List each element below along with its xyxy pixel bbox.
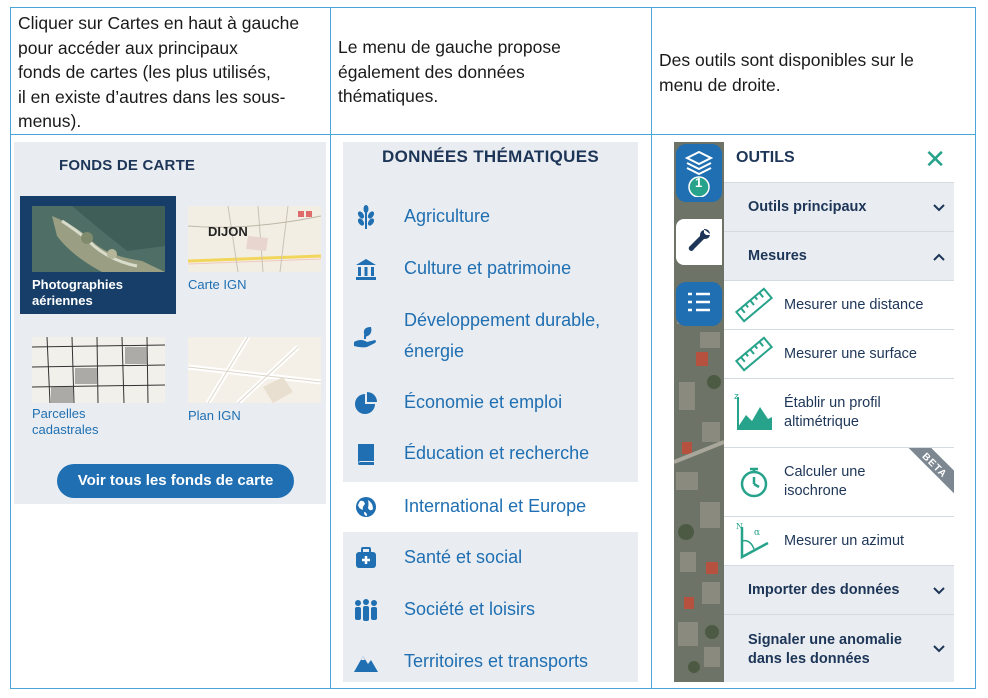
outils-screenshot — [674, 142, 954, 682]
theme-item-education[interactable] — [343, 434, 638, 474]
tool-label: Établir un profil — [784, 395, 881, 411]
table-border-bottom — [10, 688, 976, 689]
map-card-label: Parcelles cadastrales — [32, 406, 99, 437]
theme-label: Économie et emploi — [404, 392, 563, 412]
tool-profil-altimetrique[interactable] — [724, 378, 954, 447]
map-card-parcelles[interactable] — [20, 327, 176, 445]
section-signaler-anomalie[interactable] — [724, 614, 954, 682]
table-border-right — [975, 7, 976, 689]
azimuth-icon — [734, 521, 774, 561]
section-label-line2: dans les données — [748, 651, 870, 667]
map-card-label: Plan IGN — [188, 408, 241, 423]
table-divider-2 — [651, 7, 652, 689]
tool-mesurer-azimut[interactable] — [724, 516, 954, 565]
section-label: Mesures — [748, 248, 807, 264]
outils-header — [724, 142, 954, 182]
chevron-up-icon — [932, 250, 946, 264]
fonds-title: FONDS DE CARTE — [59, 157, 196, 174]
medical-kit-icon — [353, 545, 379, 571]
section-mesures[interactable] — [724, 231, 954, 280]
wheat-icon — [353, 204, 379, 230]
plan-ign-thumbnail — [188, 337, 321, 403]
map-card-label: Photographies aériennes — [32, 277, 124, 308]
section-importer-donnees[interactable] — [724, 565, 954, 614]
globe-icon — [353, 494, 379, 520]
layers-count-badge: 1 — [695, 175, 703, 190]
mountain-icon — [353, 649, 379, 675]
theme-item-agriculture[interactable] — [343, 197, 638, 237]
donnees-thematiques-panel — [343, 142, 638, 682]
theme-label: Société et loisirs — [404, 599, 536, 619]
book-icon — [353, 441, 379, 467]
cell-text-col2: Le menu de gauche propose également des données thématiques. — [338, 37, 561, 106]
chevron-down-icon — [932, 201, 946, 215]
layers-button[interactable] — [676, 144, 722, 202]
table-border-left — [10, 7, 11, 689]
theme-label-line2: énergie — [404, 341, 465, 361]
aerial-map-strip — [674, 142, 724, 682]
tool-calculer-isochrone[interactable] — [724, 447, 954, 516]
theme-label: Éducation et recherche — [404, 443, 590, 463]
theme-label: Agriculture — [404, 206, 491, 226]
svg-text:α: α — [754, 528, 761, 538]
aerial-thumbnail — [32, 206, 165, 272]
map-place-label: DIJON — [208, 224, 248, 239]
pie-chart-icon — [353, 390, 379, 416]
theme-label: International et Europe — [404, 496, 587, 516]
theme-item-sante[interactable] — [343, 538, 638, 578]
ruler-icon — [734, 285, 774, 325]
svg-text:z: z — [734, 393, 739, 402]
theme-item-culture[interactable] — [343, 249, 638, 289]
table-border-mid — [10, 134, 976, 135]
list-icon — [686, 290, 712, 319]
section-outils-principaux[interactable] — [724, 182, 954, 231]
section-label: Signaler une anomalie — [748, 632, 902, 648]
beta-badge: BETA — [919, 451, 949, 481]
tool-label-line2: altimétrique — [784, 414, 859, 430]
cell-text-col3: Des outils sont disponibles sur le menu de droite. — [659, 50, 914, 95]
ign-map-thumbnail — [188, 206, 321, 272]
tools-tab-button[interactable] — [676, 219, 722, 265]
chevron-down-icon — [932, 642, 946, 656]
map-card-photographies[interactable] — [20, 196, 176, 314]
theme-item-societe[interactable] — [343, 590, 638, 630]
museum-icon — [353, 256, 379, 282]
chevron-down-icon — [932, 584, 946, 598]
voir-tous-fonds-button[interactable]: Voir tous les fonds de carte — [57, 464, 294, 498]
table-border-top — [10, 7, 976, 8]
stopwatch-icon — [734, 462, 774, 502]
tool-label: Calculer une — [784, 464, 866, 480]
close-icon[interactable]: ✕ — [924, 144, 946, 174]
tool-label-line2: isochrone — [784, 483, 847, 499]
donnees-title: DONNÉES THÉMATIQUES — [382, 147, 599, 166]
cell-text-col1: Cliquer sur Cartes en haut à gauche pour accéder aux principaux fonds de cartes (les plus utilisés, il en existe d’autres dans les sous- menus). — [18, 13, 300, 131]
theme-label: Culture et patrimoine — [404, 258, 572, 278]
theme-label: Santé et social — [404, 547, 523, 567]
outils-title: OUTILS — [736, 149, 795, 166]
cadastre-thumbnail — [32, 337, 165, 403]
wrench-icon — [686, 227, 712, 258]
elevation-profile-icon — [734, 393, 774, 433]
map-card-plan-ign[interactable] — [176, 327, 332, 445]
theme-item-territoires[interactable] — [343, 642, 638, 682]
section-label: Outils principaux — [748, 199, 867, 215]
tool-label: Mesurer une distance — [784, 297, 924, 313]
theme-label: Développement durable, — [404, 310, 601, 330]
ruler-icon — [734, 334, 774, 374]
fonds-de-carte-panel — [14, 142, 326, 504]
theme-item-developpement[interactable] — [343, 302, 638, 372]
svg-text:N: N — [736, 522, 743, 531]
tool-mesurer-surface[interactable] — [724, 329, 954, 378]
theme-item-economie[interactable] — [343, 383, 638, 423]
section-label: Importer des données — [748, 582, 900, 598]
outils-panel — [724, 142, 954, 682]
tool-label: Mesurer une surface — [784, 346, 917, 362]
plant-hand-icon — [353, 324, 379, 350]
theme-label: Territoires et transports — [404, 651, 589, 671]
theme-item-international[interactable] — [343, 482, 638, 532]
people-icon — [353, 597, 379, 623]
tool-label: Mesurer un azimut — [784, 533, 905, 549]
legend-tab-button[interactable] — [676, 282, 722, 326]
tool-mesurer-distance[interactable] — [724, 280, 954, 329]
beta-ribbon — [902, 447, 954, 498]
map-card-carte-ign[interactable] — [176, 196, 332, 314]
map-card-label: Carte IGN — [188, 277, 247, 292]
